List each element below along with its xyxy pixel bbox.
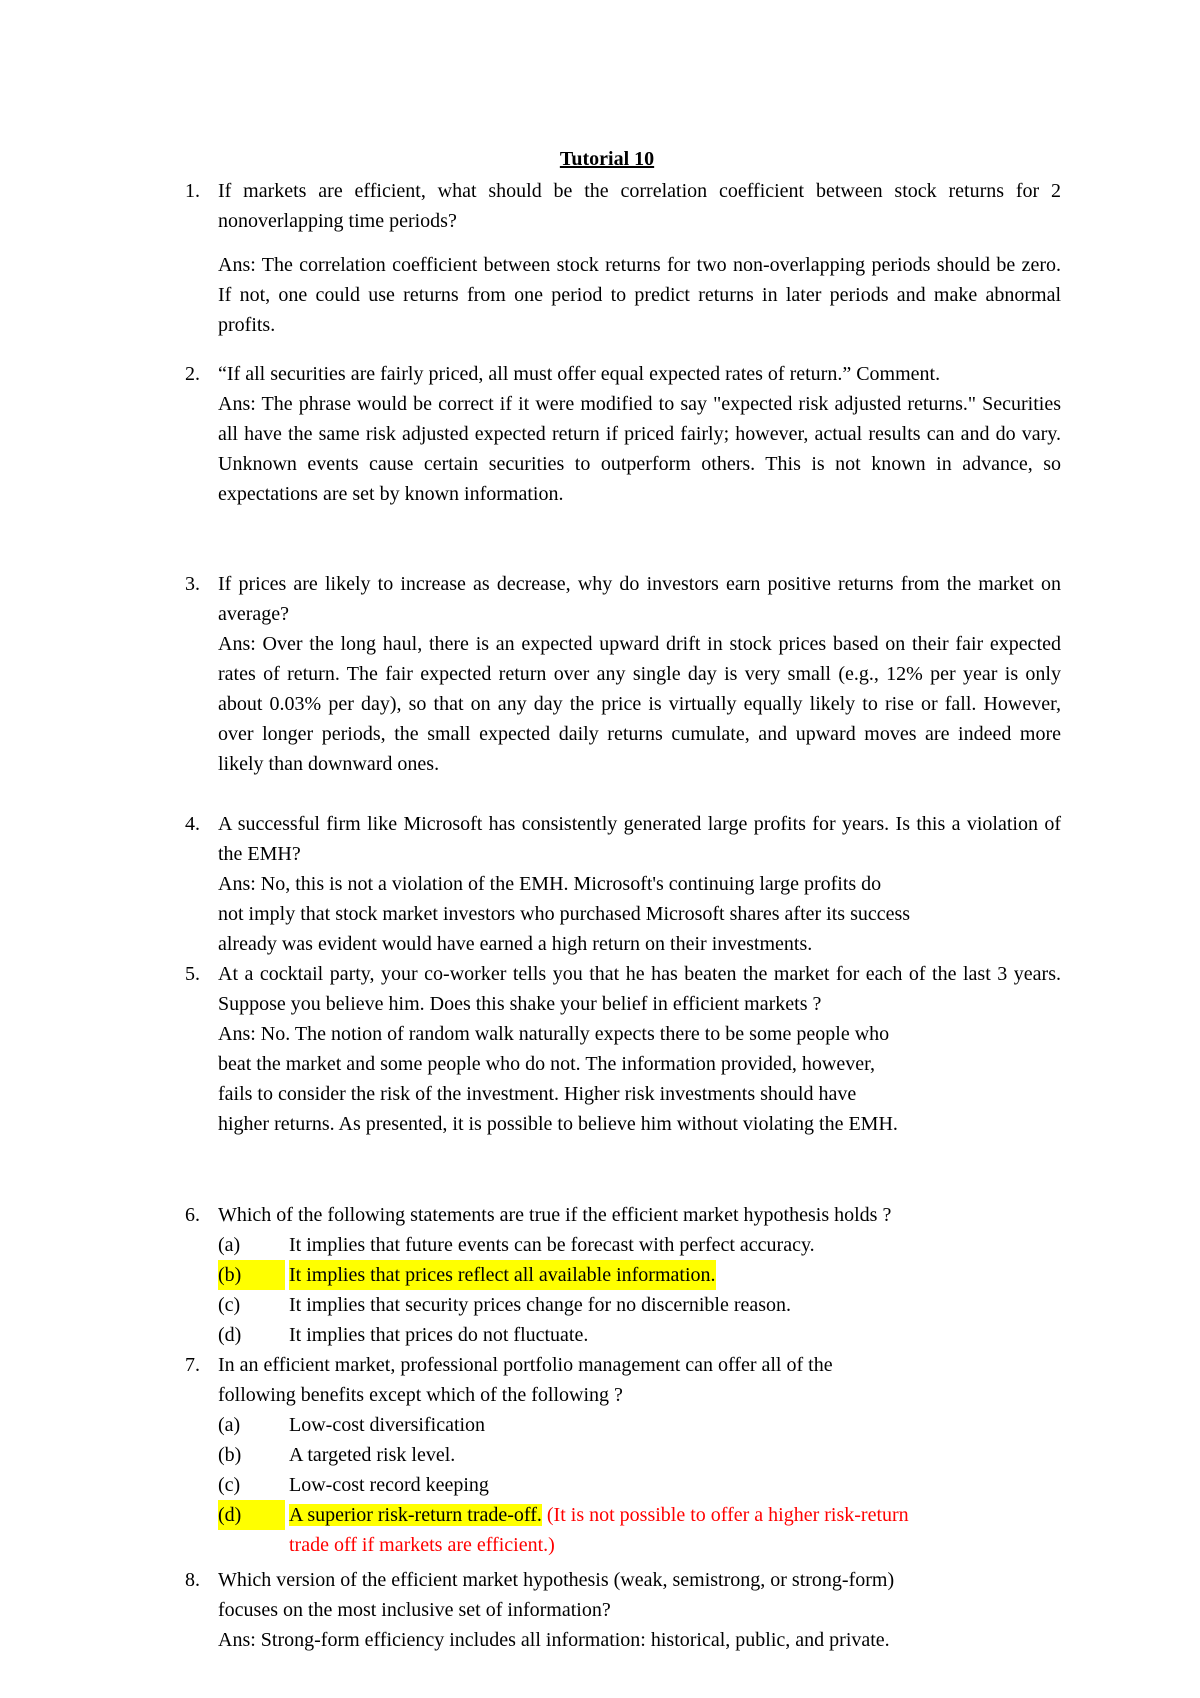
question-line: focuses on the most inclusive set of information? [218,1599,611,1621]
option-text: It implies that prices do not fluctuate. [289,1324,589,1346]
option-d [218,1500,1061,1530]
answer-line: not imply that stock market investors who purchased Microsoft shares after its success [218,903,911,925]
option-label: (d) [218,1500,285,1530]
answer-text: Ans: Over the long haul, there is an expected upward drift in stock prices based on their fair expected rates of return. The fair expected return over any single day is very small (e.g., 12% per year is only about 0.03% per day), so that on any day the price is virtually equally likely to rise or fall. However, over longer periods, the small expected daily returns cumulate, and upward moves are indeed more likely than downward ones. [218,633,1061,775]
question-text: If prices are likely to increase as decrease, why do investors earn positive returns from the market on average? [218,573,1061,625]
option-text: Low-cost diversification [289,1414,486,1436]
question-number: 7. [185,1354,200,1376]
option-text: Low-cost record keeping [289,1474,489,1496]
option-a [218,1230,1061,1260]
option-text: It implies that prices reflect all available information. [289,1260,716,1290]
option-text: It implies that security prices change for no discernible reason. [289,1294,792,1316]
question-number: 4. [185,813,200,835]
option-label: (d) [218,1324,242,1346]
option-c [218,1470,1061,1500]
answer-line: higher returns. As presented, it is possible to believe him without violating the EMH. [218,1113,898,1135]
option-label: (c) [218,1294,241,1316]
question-number: 5. [185,963,200,985]
question-number: 8. [185,1569,200,1591]
option-d-note-continued [218,1530,1061,1560]
answer-line: Ans: No. The notion of random walk naturally expects there to be some people who [218,1023,890,1045]
option-label: (a) [218,1234,241,1256]
option-b [218,1260,1061,1290]
question-line: Which version of the efficient market hypothesis (weak, semistrong, or strong-form) [218,1569,895,1591]
question-number: 3. [185,573,200,595]
option-label: (c) [218,1474,241,1496]
question-text: A successful firm like Microsoft has consistently generated large profits for years. Is this a violation of the EMH? [218,813,1061,865]
option-text: It implies that future events can be forecast with perfect accuracy. [289,1234,815,1256]
option-b [218,1440,1061,1470]
question-number: 1. [185,180,200,202]
answer-line: Ans: No, this is not a violation of the EMH. Microsoft's continuing large profits do [218,873,882,895]
option-label: (b) [218,1260,285,1290]
question-line: following benefits except which of the following ? [218,1384,623,1406]
question-number: 6. [185,1204,200,1226]
question-number: 2. [185,363,200,385]
option-note-line2: trade off if markets are efficient.) [289,1534,555,1556]
option-label: (a) [218,1414,241,1436]
option-text: A targeted risk level. [289,1444,456,1466]
answer-line: already was evident would have earned a high return on their investments. [218,933,813,955]
question-text: At a cocktail party, your co-worker tells you that he has beaten the market for each of the last 3 years. Suppose you believe him. Does this shake your belief in efficient markets ? [218,963,1061,1015]
option-c [218,1290,1061,1320]
answer-line: fails to consider the risk of the investment. Higher risk investments should have [218,1083,857,1105]
answer-text: Ans: Strong-form efficiency includes all information: historical, public, and private. [218,1629,890,1651]
option-text: A superior risk-return trade-off. [289,1504,542,1526]
question-text: “If all securities are fairly priced, all must offer equal expected rates of return.” Comment. [218,363,941,385]
option-d [218,1320,1061,1350]
answer-text: Ans: The correlation coefficient between stock returns for two non-overlapping periods should be zero. If not, one could use returns from one period to predict returns in later periods and make abnormal profits. [218,254,1061,336]
page-title: Tutorial 10 [559,148,655,170]
question-text: Which of the following statements are true if the efficient market hypothesis holds ? [218,1204,892,1226]
answer-text: Ans: The phrase would be correct if it were modified to say "expected risk adjusted returns." Securities all have the same risk adjusted expected return if priced fairly; however, actual results can and do vary. Unknown events cause certain securities to outperform others. This is not known in advance, so expectations are set by known information. [218,393,1061,505]
option-a [218,1410,1061,1440]
answer-line: beat the market and some people who do not. The information provided, however, [218,1053,875,1075]
question-line: In an efficient market, professional portfolio management can offer all of the [218,1354,833,1376]
option-text-wrap [289,1500,909,1530]
option-label: (b) [218,1444,242,1466]
question-text: If markets are efficient, what should be the correlation coefficient between stock returns for 2 nonoverlapping time periods? [218,180,1061,232]
option-note: (It is not possible to offer a higher risk-return [546,1504,909,1526]
